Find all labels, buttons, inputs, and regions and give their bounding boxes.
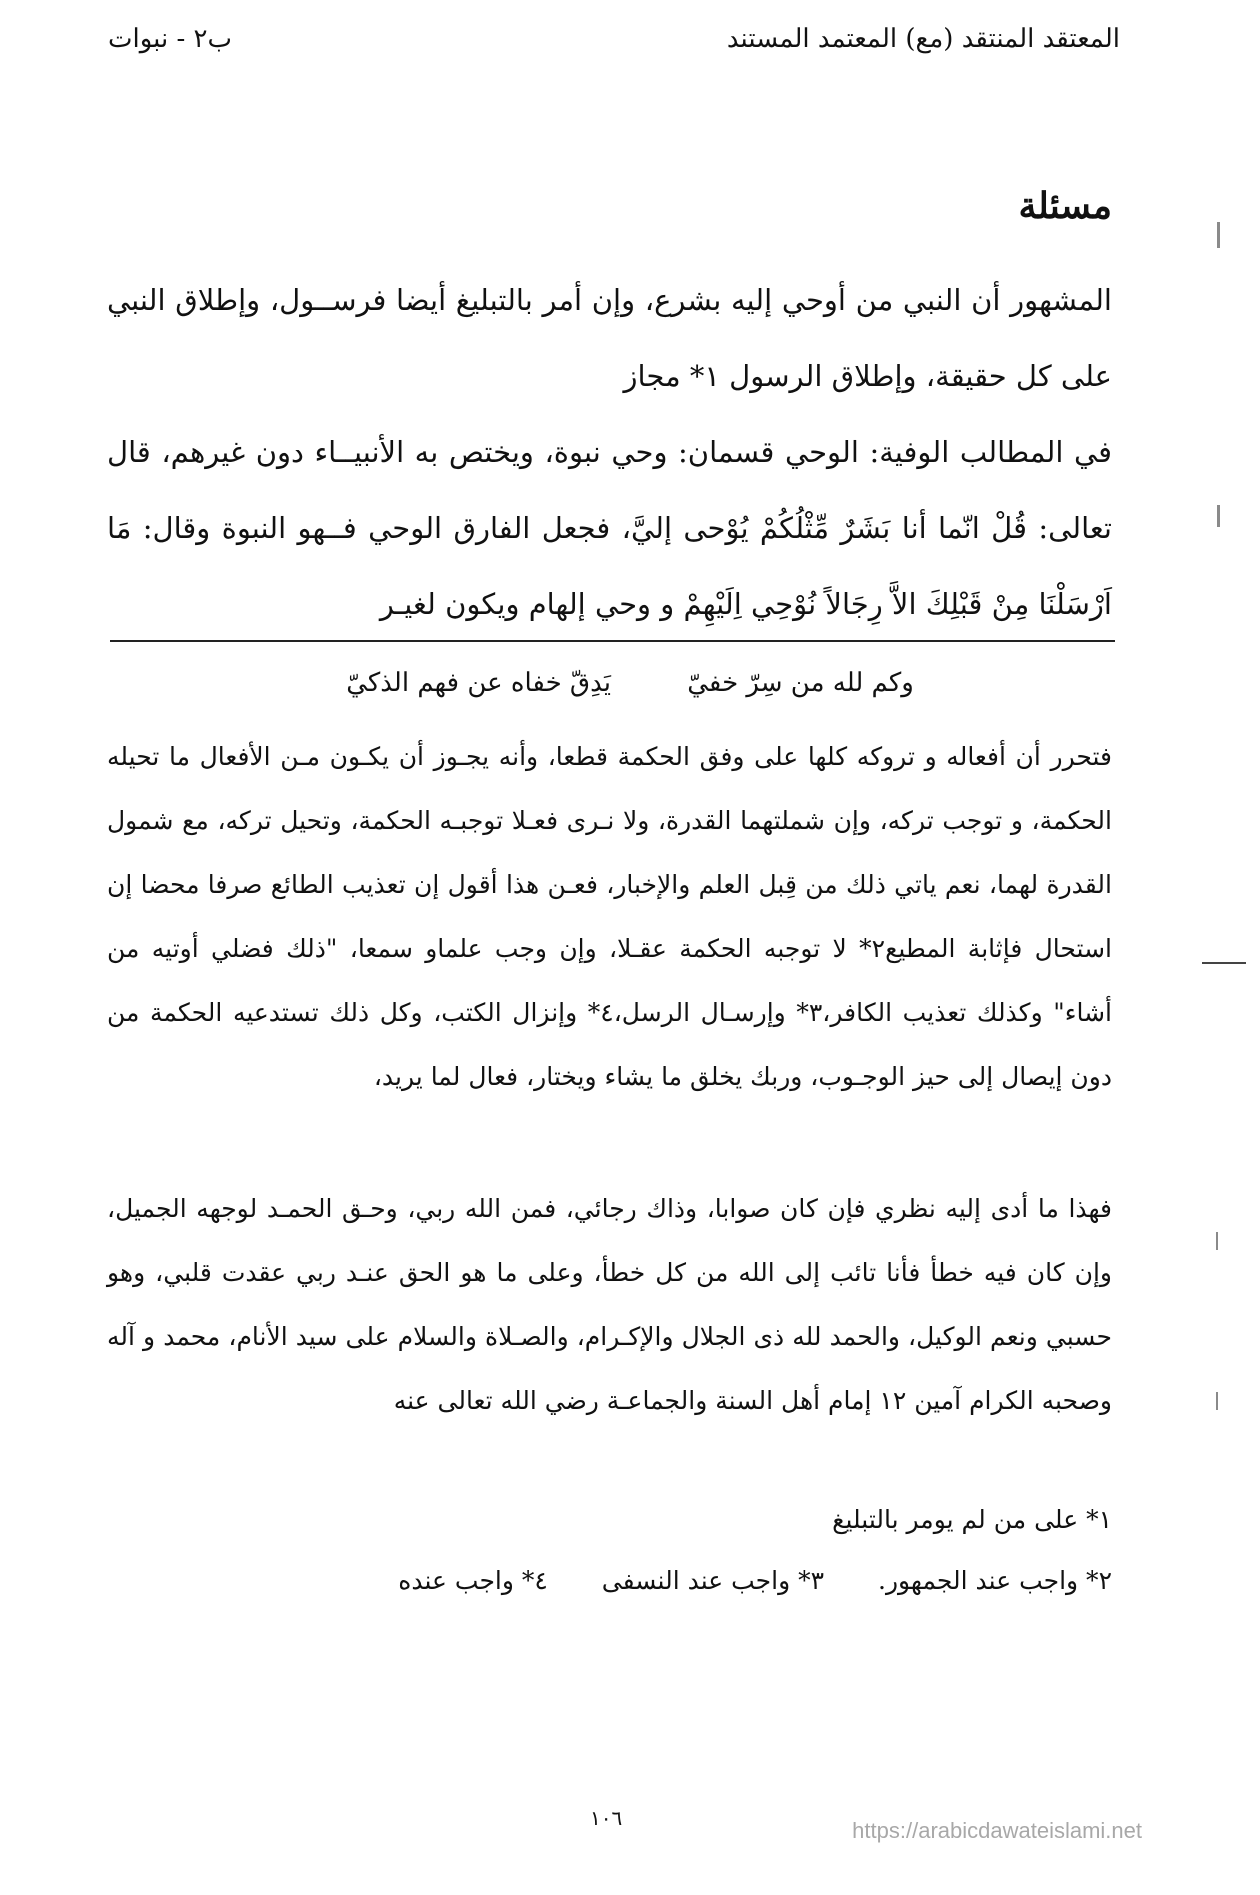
main-paragraph-1: المشهور أن النبي من أوحي إليه بشرع، وإن أمر بالتبليغ أيضا فرســول، وإطلاق النبي على كل حقيقة، وإطلاق الرسول ١* مجاز: [107, 283, 1112, 393]
scan-margin-mark: [1216, 1232, 1218, 1250]
scan-margin-mark: [1216, 1392, 1218, 1410]
verse-hemistich-1: وكم لله من سِرّ خفيّ: [687, 668, 914, 698]
verse-hemistich-2: يَدِقّ خفاه عن فهم الذكيّ: [346, 668, 611, 698]
footnote-2: ٢* واجب عند الجمهور.: [878, 1566, 1112, 1595]
footnote-row: [352, 1566, 1112, 1595]
scan-margin-mark: [1217, 222, 1220, 248]
footnote-1: ١* على من لم يومر بالتبليغ: [832, 1505, 1112, 1534]
poetry-verse: [0, 668, 1260, 698]
separator-rule: [110, 640, 1115, 642]
main-paragraph-2: في المطالب الوفية: الوحي قسمان: وحي نبوة، ويختص به الأنبيــاء دون غيرهم، قال تعالى: قُلْ انّما أنا بَشَرٌ مِّثْلُكُمْ يُوْحى إليَّ، فجعل الفارق الوحي فــهو النبوة وقال: مَا اَرْسَلْنَا مِنْ قَبْلِكَ الاَّ رِجَالاً نُوْحِي اِلَيْهِمْ و وحي إلهام ويكون لغيـر: [107, 435, 1112, 621]
scan-margin-mark: [1202, 962, 1246, 964]
footnote-4: ٤* واجب عنده: [398, 1566, 548, 1595]
scan-margin-mark: [1217, 505, 1220, 527]
footnote-3: ٣* واجب عند النسفى: [601, 1566, 825, 1595]
page-number: ١٠٦: [590, 1806, 623, 1830]
running-header-chapter: ب٢ - نبوات: [108, 24, 232, 54]
section-title: مسئلة: [1018, 185, 1112, 227]
commentary-paragraph-2: فهذا ما أدى إليه نظري فإن كان صوابا، وذاك رجائي، فمن الله ربي، وحـق الحمـد لوجهه الجميل، وإن كان فيه خطأ فأنا تائب إلى الله من كل خطأ، وعلى ما هو الحق عنـد ربي عقدت قلبي، وهو حسبي ونعم الوكيل، والحمد لله ذى الجلال والإكـرام، والصـلاة والسلام على سيد الأنام، محمد و آله وصحبه الكرام آمين ١٢ إمام أهل السنة والجماعـة رضي الله تعالى عنه: [107, 1194, 1112, 1415]
watermark-url: https://arabicdawateislami.net: [852, 1818, 1142, 1843]
running-header-title: المعتقد المنتقد (مع) المعتمد المستند: [726, 24, 1120, 54]
commentary-paragraph-1: فتحرر أن أفعاله و تروكه كلها على وفق الحكمة قطعا، وأنه يجـوز أن يكـون مـن الأفعال ما تحيله الحكمة، و توجب تركه، وإن شملتهما القدرة، ولا نـرى فعـلا توجبـه الحكمة، وتحيل تركه، مع شمول القدرة لهما، نعم ياتي ذلك من قِبل العلم والإخبار، فعـن هذا أقول إن تعذيب الطائع صرفا محضا إن استحال فإثابة المطيع٢* لا توجبه الحكمة عقـلا، وإن وجب علماو سمعا، "ذلك فضلي أوتيه من أشاء" وكذلك تعذيب الكافر،٣* وإرسـال الرسل،٤* وإنزال الكتب، وكل ذلك تستدعيه الحكمة من دون إيصال إلى حيز الوجـوب، وربك يخلق ما يشاء ويختار، فعال لما يريد،: [107, 742, 1112, 1091]
